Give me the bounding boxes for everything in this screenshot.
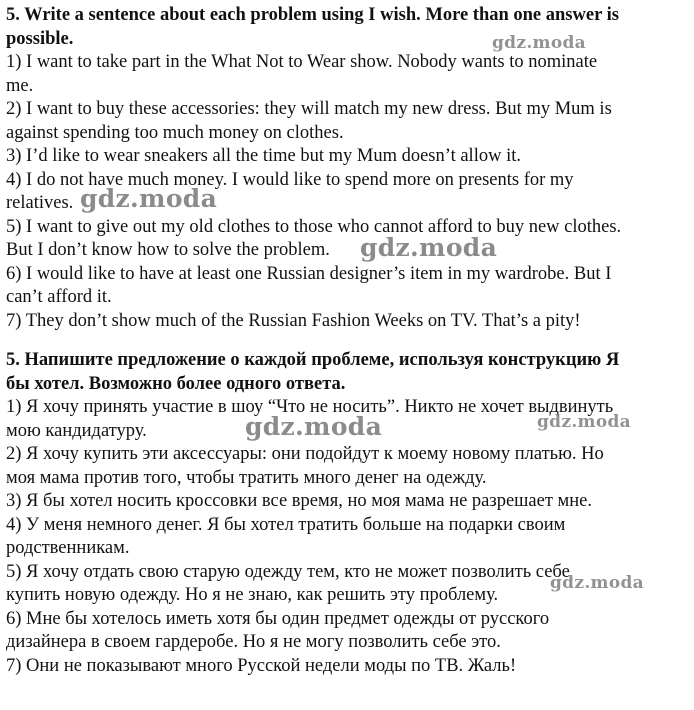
russian-line: 2) Я хочу купить эти аксессуары: они подойдут к моему новому платью. Но	[6, 444, 604, 464]
english-line: 4) I do not have much money. I would like to spend more on presents for my	[6, 169, 574, 190]
russian-line: купить новую одежду. Но я не знаю, как решить эту проблему.	[6, 585, 499, 605]
russian-line: 4) У меня немного денег. Я бы хотел тратить больше на подарки своим	[6, 514, 566, 535]
english-line: 1) I want to take part in the What Not to Wear show. Nobody wants to nominate	[6, 52, 598, 72]
watermark: gdz.moda	[537, 412, 631, 432]
english-line: But I don’t know how to solve the problem.	[6, 240, 330, 260]
english-line: relatives.	[6, 193, 74, 213]
russian-line: 6) Мне бы хотелось иметь хотя бы один предмет одежды от русского	[6, 608, 550, 629]
english-heading-line-1: 5. Write a sentence about each problem using I wish. More than one answer is	[6, 5, 619, 25]
english-line: 2) I want to buy these accessories: they will match my new dress. But my Mum is	[6, 99, 612, 119]
english-line: 7) They don’t show much of the Russian Fashion Weeks on TV. That’s a pity!	[6, 310, 581, 331]
russian-line: мою кандидатуру.	[6, 420, 147, 441]
watermark: gdz.moda	[245, 412, 383, 441]
section-gap	[6, 333, 690, 349]
russian-line: 7) Они не показывают много Русской недели моды по ТВ. Жаль!	[6, 655, 517, 676]
russian-heading-line-1: 5. Напишите предложение о каждой проблеме, используя конструкцию Я	[6, 350, 620, 370]
english-line: 3) I’d like to wear sneakers all the time but my Mum doesn’t allow it.	[6, 146, 521, 166]
watermark: gdz.moda	[360, 233, 498, 262]
russian-heading-line-2: бы хотел. Возможно более одного ответа.	[6, 373, 346, 394]
english-line: me.	[6, 75, 34, 96]
english-heading-line-2: possible.	[6, 28, 74, 49]
russian-line: моя мама против того, чтобы тратить много денег на одежду.	[6, 467, 487, 488]
russian-line: 5) Я хочу отдать свою старую одежду тем, кто не может позволить себе	[6, 561, 570, 582]
russian-line: 3) Я бы хотел носить кроссовки все время, но моя мама не разрешает мне.	[6, 491, 592, 511]
watermark: gdz.moda	[492, 33, 586, 53]
english-line: 6) I would like to have at least one Russian designer’s item in my wardrobe. But I	[6, 263, 612, 284]
english-line: can’t afford it.	[6, 287, 112, 307]
russian-line: родственникам.	[6, 538, 130, 558]
english-line: against spending too much money on clothes.	[6, 122, 344, 143]
english-line: 5) I want to give out my old clothes to those who cannot afford to buy new clothes.	[6, 216, 622, 237]
watermark: gdz.moda	[550, 573, 644, 593]
russian-line: 1) Я хочу принять участие в шоу “Что не носить”. Никто не хочет выдвинуть	[6, 397, 614, 417]
russian-line: дизайнера в своем гардеробе. Но я не могу позволить себе это.	[6, 632, 501, 652]
watermark: gdz.moda	[80, 184, 218, 213]
